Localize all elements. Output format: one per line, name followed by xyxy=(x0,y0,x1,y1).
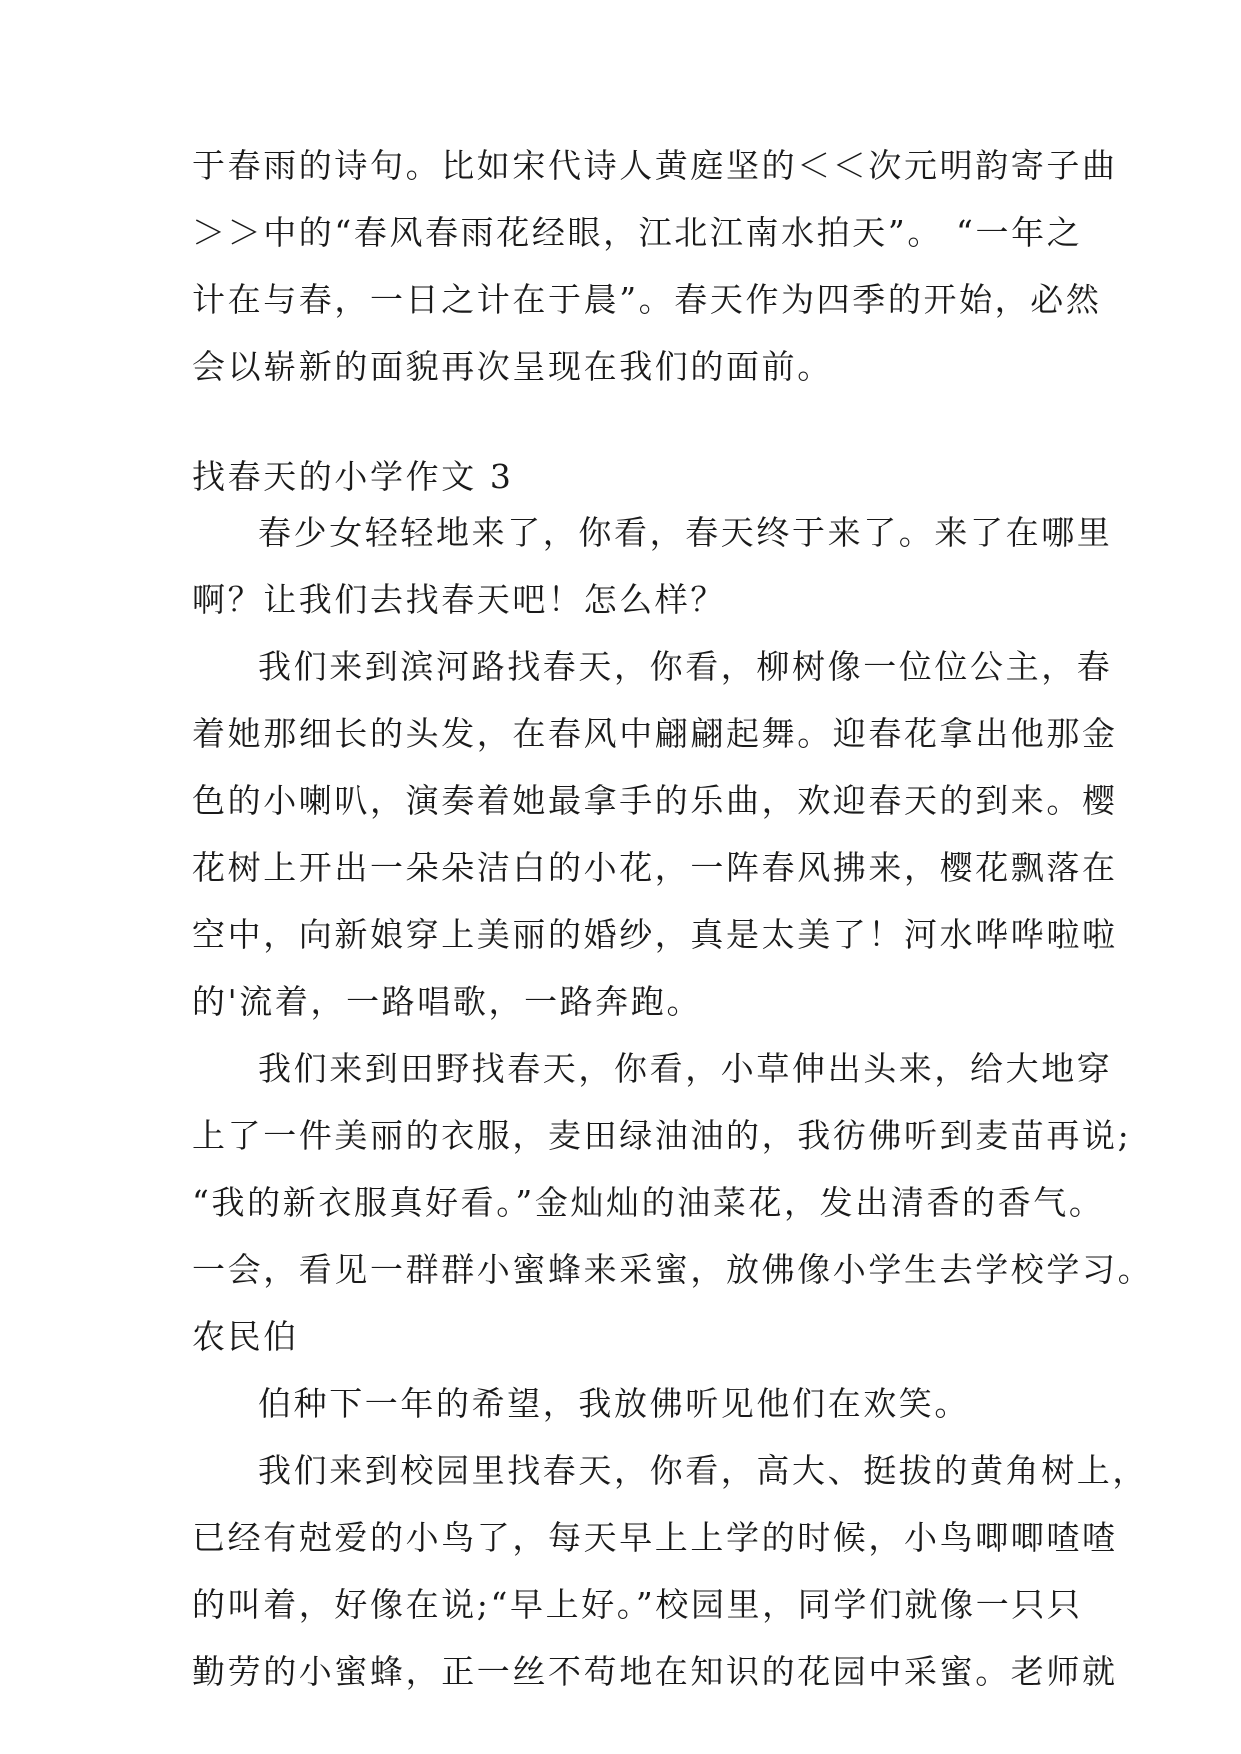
paragraph-line: 色的小喇叭，演奏着她最拿手的乐曲，欢迎春天的到来。樱 xyxy=(192,781,1118,820)
paragraph-line: 农民伯 xyxy=(192,1317,299,1356)
paragraph-line: “我的新衣服真好看。”金灿灿的油菜花，发出清香的香气。 xyxy=(192,1183,1105,1222)
paragraph-line: 伯种下一年的希望，我放佛听见他们在欢笑。 xyxy=(258,1384,970,1423)
intro-line-4: 会以崭新的面貌再次呈现在我们的面前。 xyxy=(192,347,833,386)
paragraph-line: 勤劳的小蜜蜂，正一丝不苟地在知识的花园中采蜜。老师就 xyxy=(192,1652,1118,1691)
paragraph-line: 的叫着，好像在说;“早上好。”校园里，同学们就像一只只 xyxy=(192,1585,1083,1624)
paragraph-line: 春少女轻轻地来了，你看，春天终于来了。来了在哪里 xyxy=(258,513,1113,552)
paragraph-line: 啊？让我们去找春天吧！怎么样？ xyxy=(192,580,726,619)
paragraph-line: 一会，看见一群群小蜜蜂来采蜜，放佛像小学生去学校学习。 xyxy=(192,1250,1154,1289)
intro-line-3: 计在与春，一日之计在于晨”。春天作为四季的开始，必然 xyxy=(192,280,1102,319)
section-title: 找春天的小学作文 3 xyxy=(192,457,514,496)
paragraph-line: 花树上开出一朵朵洁白的小花，一阵春风拂来，樱花飘落在 xyxy=(192,848,1118,887)
intro-line-2: ＞＞中的“春风春雨花经眼，江北江南水拍天”。 “一年之 xyxy=(192,213,1083,252)
paragraph-line: 着她那细长的头发，在春风中翩翩起舞。迎春花拿出他那金 xyxy=(192,714,1118,753)
paragraph-line: 我们来到校园里找春天，你看，高大、挺拔的黄角树上， xyxy=(258,1451,1148,1490)
paragraph-line: 的'流着，一路唱歌，一路奔跑。 xyxy=(192,982,703,1021)
paragraph-line: 我们来到田野找春天，你看，小草伸出头来，给大地穿 xyxy=(258,1049,1113,1088)
paragraph-line: 已经有尅爱的小鸟了，每天早上上学的时候，小鸟唧唧喳喳 xyxy=(192,1518,1118,1557)
paragraph-line: 空中，向新娘穿上美丽的婚纱，真是太美了！河水哗哗啦啦 xyxy=(192,915,1118,954)
paragraph-line: 我们来到滨河路找春天，你看，柳树像一位位公主，春 xyxy=(258,647,1113,686)
paragraph-line: 上了一件美丽的衣服，麦田绿油油的，我彷佛听到麦苗再说; xyxy=(192,1116,1132,1155)
intro-line-1: 于春雨的诗句。比如宋代诗人黄庭坚的＜＜次元明韵寄子曲 xyxy=(192,146,1118,185)
